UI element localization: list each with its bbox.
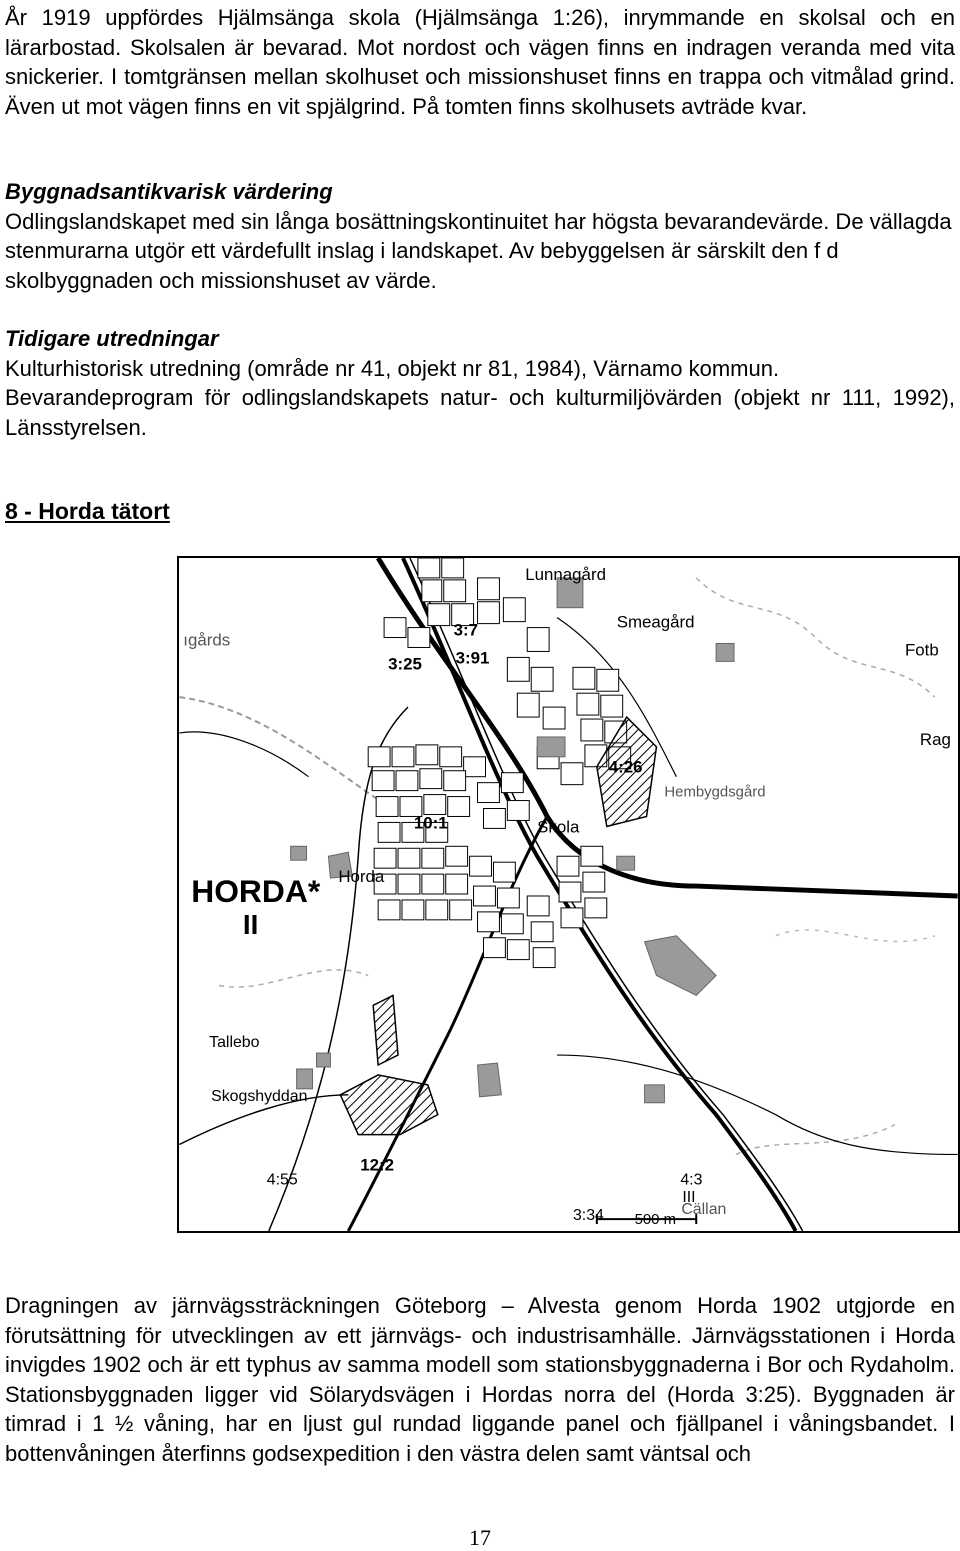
- earlier-studies-section: [5, 324, 955, 442]
- place-label-skogshyddan: Skogshyddan: [211, 1087, 308, 1105]
- property-id-4-26: 4:26: [608, 757, 643, 777]
- scale-label: 500 m: [634, 1212, 677, 1229]
- horda-map: [177, 556, 960, 1233]
- place-label-horda-big: HORDA*: [191, 872, 321, 909]
- place-label-tallebo: Tallebo: [209, 1034, 260, 1052]
- station-paragraph: Dragningen av järnvägssträckningen Göteborg – Alvesta genom Horda 1902 utgjorde en förutsättning för utvecklingen av ett järnvägs- och industrisamhälle. Järnvägsstationen i Horda invigdes 1902 och är ett typhus av samma modell som stationsbyggnaderna i Bor och Rydaholm. Stationsbyggnaden ligger vid Sölarydsvägen i Hordas norra del (Horda 3:25). Byggnaden är timrad i 1 ½ våning, har en ljust gul rundad liggande panel och fjällpanel i våningsbandet. I bottenvåningen återfinns godsexpedition i den västra delen samt väntsal och: [5, 1293, 955, 1466]
- intro-paragraph: År 1919 uppfördes Hjälmsänga skola (Hjälmsänga 1:26), inrymmande en skolsal och en lärarbostad. Skolsalen är bevarad. Mot nordost och vägen finns en indragen veranda med vita snickerier. I tomtgränsen mellan skolhuset och missionshuset finns en trappa och vitmålad grind. Även ut mot vägen finns en vit spjälgrind. På tomten finns skolhusets avträde kvar.: [5, 5, 955, 119]
- section-title: 8 - Horda tätort: [5, 498, 170, 524]
- place-label-horda-small: Horda: [338, 867, 385, 887]
- earlier-studies-line-1: Kulturhistorisk utredning (område nr 41, objekt nr 81, 1984), Värnamo kommun.: [5, 355, 780, 381]
- property-id-3-91: 3:91: [455, 648, 490, 668]
- assessment-text: Odlingslandskapet med sin långa bosättningskontinuitet har högsta bevarandevärde. De vällagda stenmurarna utgör ett värdefullt inslag i landskapet. Av bebyggelsen är särskilt den f d skolbyggnaden och missionshuset av värde.: [5, 208, 952, 293]
- assessment-section: [5, 177, 955, 295]
- assessment-heading: Byggnadsantikvarisk värdering: [5, 179, 333, 204]
- property-id-12-2: 12:2: [360, 1155, 395, 1175]
- grey-buildings: [291, 578, 734, 1103]
- property-id-3-25: 3:25: [388, 654, 422, 674]
- place-label-fotb: Fotb: [905, 640, 939, 660]
- place-label-smeagard: Smeagård: [616, 612, 695, 632]
- property-roman-iii: III: [682, 1189, 696, 1207]
- property-id-4-55: 4:55: [266, 1171, 298, 1189]
- page-number: 17: [469, 1525, 491, 1550]
- place-label-hembygdsgard: Hembygdsgård: [664, 784, 766, 801]
- property-id-10-1: 10:1: [413, 813, 448, 833]
- earlier-studies-line-2: Bevarandeprogram för odlingslandskapets natur- och kulturmiljövärden (objekt nr 111, 1992), Länsstyrelsen.: [5, 385, 955, 440]
- property-id-3-7: 3:7: [453, 620, 479, 640]
- place-label-gards: ıgårds: [183, 630, 231, 650]
- earlier-studies-heading: Tidigare utredningar: [5, 326, 219, 351]
- property-id-3-34: 3:34: [572, 1207, 604, 1225]
- place-label-callan: Cällan: [681, 1201, 727, 1219]
- place-label-lunnagard: Lunnagård: [525, 564, 606, 584]
- place-label-horda-roman: II: [242, 908, 259, 940]
- property-id-4-3: 4:3: [680, 1171, 703, 1189]
- map-drawing: [179, 558, 958, 1231]
- place-label-skola: Skola: [537, 817, 580, 837]
- place-label-rag: Rag: [919, 729, 951, 749]
